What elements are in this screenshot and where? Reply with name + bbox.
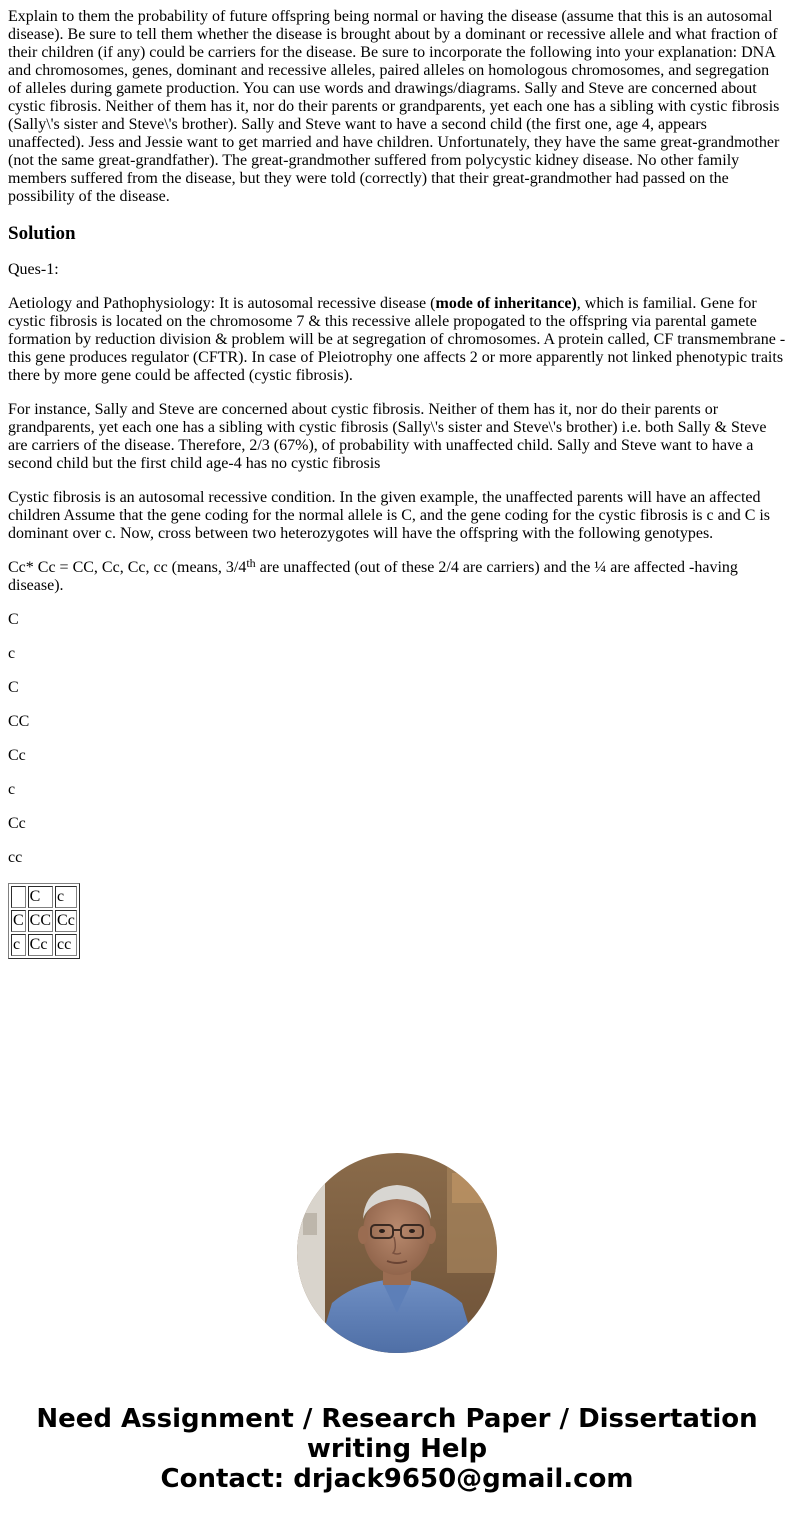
punnett-header-cell: C [28,886,53,908]
genotype-list-item: Cc [8,815,26,832]
aetiology-text-start: Aetiology and Pathophysiology: It is autosomal recessive disease ( [8,295,436,312]
mode-of-inheritance-bold: mode of inheritance) [435,295,577,312]
ques-label: Ques-1: [8,261,59,278]
punnett-corner-cell [11,886,26,908]
question-text: Explain to them the probability of future offspring being normal or having the disease (assume that this is an autosomal disease). Be sure to tell them whether the disease is brought about by a dominant or recessive allele and what fraction of their children (if any) could be carriers for the disease. Be sure to incorporate the following into your explanation: DNA and chromosomes, genes, dominant and recessive alleles, paired alleles on homologous chromosomes, and segregation of alleles during gamete production. You can use words and drawings/diagrams. Sally and Steve are concerned about cystic fibrosis. Neither of them has it, nor do their parents or grandparents, yet each one has a sibling with cystic fibrosis (Sally\'s sister and Steve\'s brother). Sally and Steve want to have a second child (the first one, age 4, appears unaffected). Jess and Jessie want to get married and have children. Unfortunately, they have the same great-grandmother (not the same great-grandfather). The great-grandmother suffered from polycystic kidney disease. No other family members suffered from the disease, but they were told (correctly) that their great-grandmother had passed on the possibility of the disease. [8,8,780,205]
genotype-list-item: C [8,679,19,696]
example-paragraph: For instance, Sally and Steve are concerned about cystic fibrosis. Neither of them has it, nor do their parents or grandparents, yet each one has a sibling with cystic fibrosis (Sally\'s sister and Steve\'s brother) i.e. both Sally & Steve are carriers of the disease. Therefore, 2/3 (67%), of probability with unaffected child. Sally and Steve want to have a second child but the first child age-4 has no cystic fibrosis [8,401,767,472]
punnett-row [11,910,77,932]
punnett-row-label: C [11,910,26,932]
punnett-square-table [8,883,80,959]
cross-result-paragraph [8,556,786,595]
expert-portrait-image [297,1153,497,1353]
solution-heading: Solution [8,223,76,244]
genotype-list-item: CC [8,713,30,730]
cta-line-2: writing Help [306,1434,488,1464]
aetiology-text-end: , which is familial. Gene for cystic fibrosis is located on the chromosome 7 & this recessive allele propogated to the offspring via parental gamete formation by reduction division & problem will be at segregation of chromosomes. A protein called, CF transmembrane - this gene produces regulator (CFTR). In case of Pleiotrophy one affects 2 or more apparently not linked phenotypic traits there by more gene could be affected (cystic fibrosis). [8,295,786,384]
punnett-row-label: c [11,934,26,956]
punnett-cell: CC [28,910,53,932]
contact-banner [0,1404,794,1494]
genotype-list-item: Cc [8,747,26,764]
punnett-cell: Cc [55,910,77,932]
punnett-cell: cc [55,934,77,956]
genotype-paragraph: Cystic fibrosis is an autosomal recessive condition. In the given example, the unaffected parents will have an affected children Assume that the gene coding for the normal allele is C, and the gene coding for the cystic fibrosis is c and C is dominant over c. Now, cross between two heterozygotes will have the offspring with the following genotypes. [8,489,771,542]
punnett-cell: Cc [28,934,53,956]
punnett-header-cell: c [55,886,77,908]
genotype-list-item: c [8,781,16,798]
cta-contact-email: Contact: drjack9650@gmail.com [160,1464,634,1494]
punnett-header-row [11,886,77,908]
superscript-th: th [246,556,256,570]
cross-result-start: Cc* Cc = CC, Cc, Cc, cc (means, 3/4 [8,559,247,576]
genotype-list-item: cc [8,849,23,866]
expert-avatar [297,1153,497,1353]
document-body [8,8,786,959]
genotype-list-item: C [8,611,19,628]
genotype-list-item: c [8,645,16,662]
punnett-row [11,934,77,956]
aetiology-paragraph [8,295,786,385]
cross-result-end: are unaffected (out of these 2/4 are carriers) and the ¼ are affected -having disease). [8,559,738,594]
cta-line-1: Need Assignment / Research Paper / Dissertation [36,1404,758,1434]
